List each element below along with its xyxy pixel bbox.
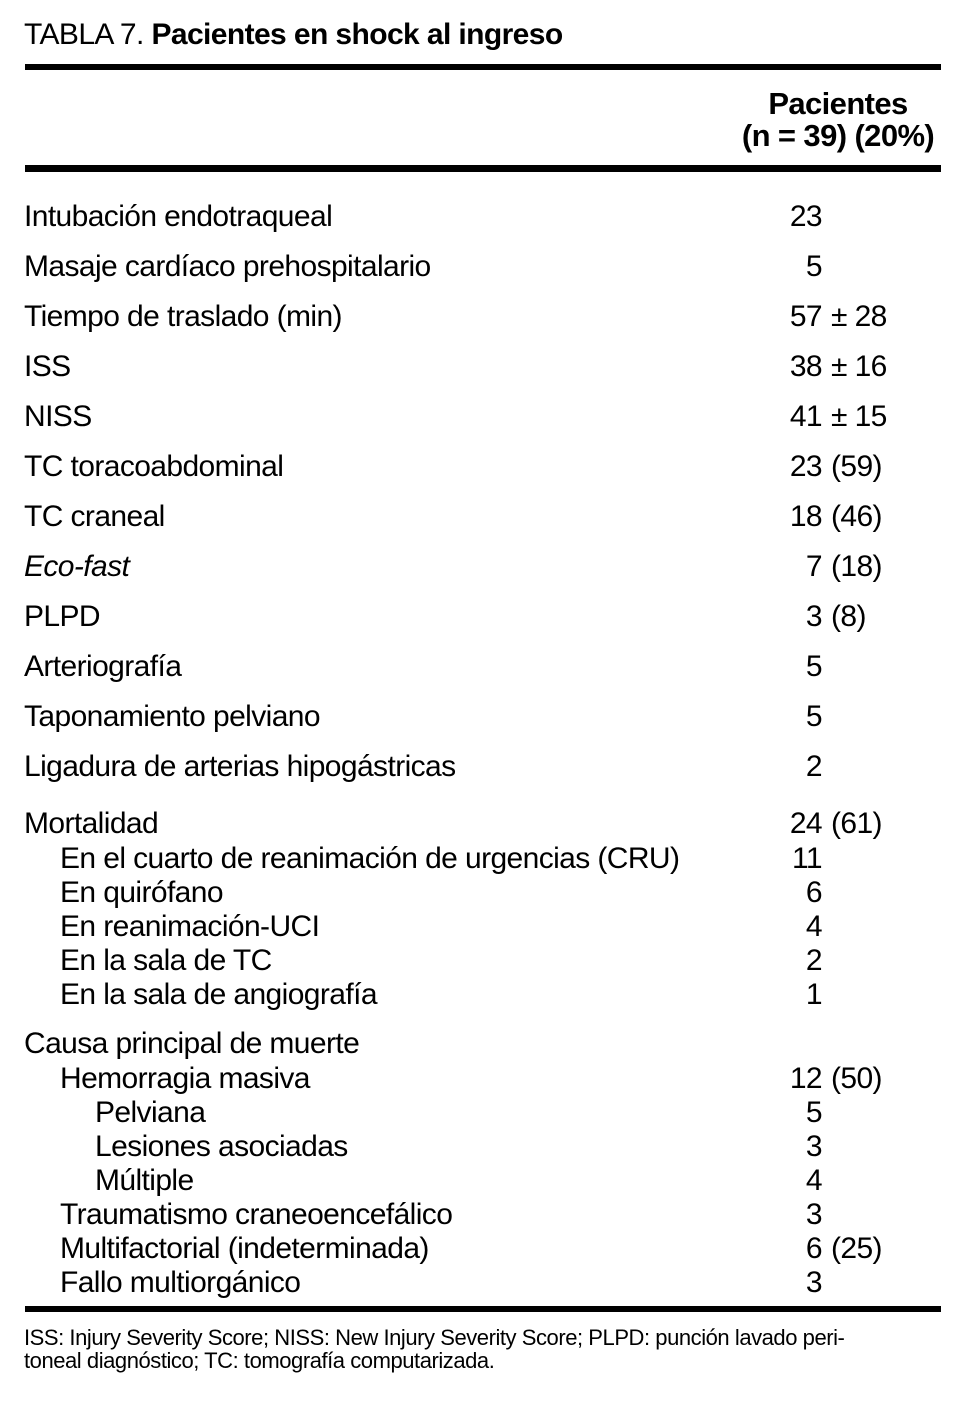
row-label: Fallo multiorgánico [60,1266,301,1299]
row-value-detail: ± 16 [831,350,887,383]
row-label: En quirófano [60,876,223,909]
row-value-number: 5 [805,700,822,733]
row-value-detail: (8) [831,600,866,633]
row-label: Hemorragia masiva [60,1062,310,1095]
table-row [0,742,963,792]
row-label: Multifactorial (indeterminada) [60,1232,429,1265]
row-value-number: 4 [805,910,822,943]
table-row [0,442,963,492]
row-value-number: 57 [789,300,822,333]
row-value-number: 3 [805,1266,822,1299]
table-row [0,978,963,1012]
table-row [0,1232,963,1266]
table-page [0,18,963,1416]
table-rule-header-bottom [25,165,941,172]
table-row [0,944,963,978]
row-value-number: 12 [789,1062,822,1095]
column-header-line1: Pacientes [768,86,908,121]
table-row [0,392,963,442]
table-row [0,1026,963,1062]
table-row [0,592,963,642]
row-value-detail: ± 15 [831,400,887,433]
row-label: Eco-fast [24,550,130,583]
row-value-number: 6 [805,876,822,909]
table-row [0,642,963,692]
row-label: Masaje cardíaco prehospitalario [24,250,431,283]
table-body [0,172,963,1300]
row-label: TC craneal [24,500,165,533]
row-label: PLPD [24,600,100,633]
row-label: Taponamiento pelviano [24,700,320,733]
row-label: Traumatismo craneoencefálico [60,1198,453,1231]
table-row [0,1130,963,1164]
row-value-number: 24 [789,807,822,840]
row-value-detail: (25) [831,1232,882,1265]
table-title-text: Pacientes en shock al ingreso [151,18,563,51]
row-value-number: 3 [805,1198,822,1231]
column-header-patients [718,88,958,152]
table-row [0,342,963,392]
row-value-number: 2 [805,944,822,977]
table-row [0,876,963,910]
row-value-detail: (18) [831,550,882,583]
row-label: Pelviana [95,1096,206,1129]
row-value-number: 11 [792,842,822,875]
row-value-number: 3 [805,600,822,633]
table-row [0,910,963,944]
row-label: Múltiple [95,1164,194,1197]
row-label: En reanimación-UCI [60,910,320,943]
row-label: Intubación endotraqueal [24,200,333,233]
row-value-number: 18 [789,500,822,533]
table-row [0,842,963,876]
table-row [0,192,963,242]
table-row [0,692,963,742]
table-row [0,542,963,592]
table-row [0,292,963,342]
row-value-number: 23 [789,450,822,483]
table-row [0,1266,963,1300]
row-label: TC toracoabdominal [24,450,284,483]
table-row [0,1062,963,1096]
footnote-line1: ISS: Injury Severity Score; NISS: New Injury Severity Score; PLPD: punción lavado peri- [24,1325,845,1350]
row-label: En la sala de angiografía [60,978,377,1011]
row-label: Lesiones asociadas [95,1130,348,1163]
row-value-detail: (59) [831,450,882,483]
table-header-row [0,70,963,165]
row-label: NISS [24,400,92,433]
table-row [0,1096,963,1130]
row-value-detail: (61) [831,807,882,840]
table-rule-bottom [25,1306,941,1312]
row-value-number: 23 [789,200,822,233]
row-value-number: 7 [805,550,822,583]
row-value-number: 41 [789,400,822,433]
row-value-detail: (46) [831,500,882,533]
row-label: Ligadura de arterias hipogástricas [24,750,456,783]
row-value-number: 38 [789,350,822,383]
table-footnote [24,1326,943,1372]
row-value-number: 5 [805,650,822,683]
column-header-line2: (n = 39) (20%) [741,118,935,153]
table-row [0,492,963,542]
table-title [24,18,940,52]
row-label: Tiempo de traslado (min) [24,300,342,333]
row-value-number: 4 [805,1164,822,1197]
row-label: Causa principal de muerte [24,1027,360,1060]
row-label: En la sala de TC [60,944,272,977]
row-label: ISS [24,350,71,383]
row-value-detail: (50) [831,1062,882,1095]
table-title-prefix: TABLA 7. [24,18,152,51]
row-value-detail: ± 28 [831,300,887,333]
row-label: Arteriografía [24,650,182,683]
table-row [0,806,963,842]
row-value-number: 3 [805,1130,822,1163]
table-row [0,242,963,292]
row-value-number: 5 [805,1096,822,1129]
row-value-number: 2 [805,750,822,783]
table-row [0,1164,963,1198]
row-value-number: 6 [805,1232,822,1265]
row-label: En el cuarto de reanimación de urgencias (CRU) [60,842,680,875]
row-label: Mortalidad [24,807,159,840]
row-value-number: 5 [805,250,822,283]
row-value-number: 1 [805,978,822,1011]
footnote-line2: toneal diagnóstico; TC: tomografía computarizada. [24,1348,495,1373]
table-row [0,1198,963,1232]
